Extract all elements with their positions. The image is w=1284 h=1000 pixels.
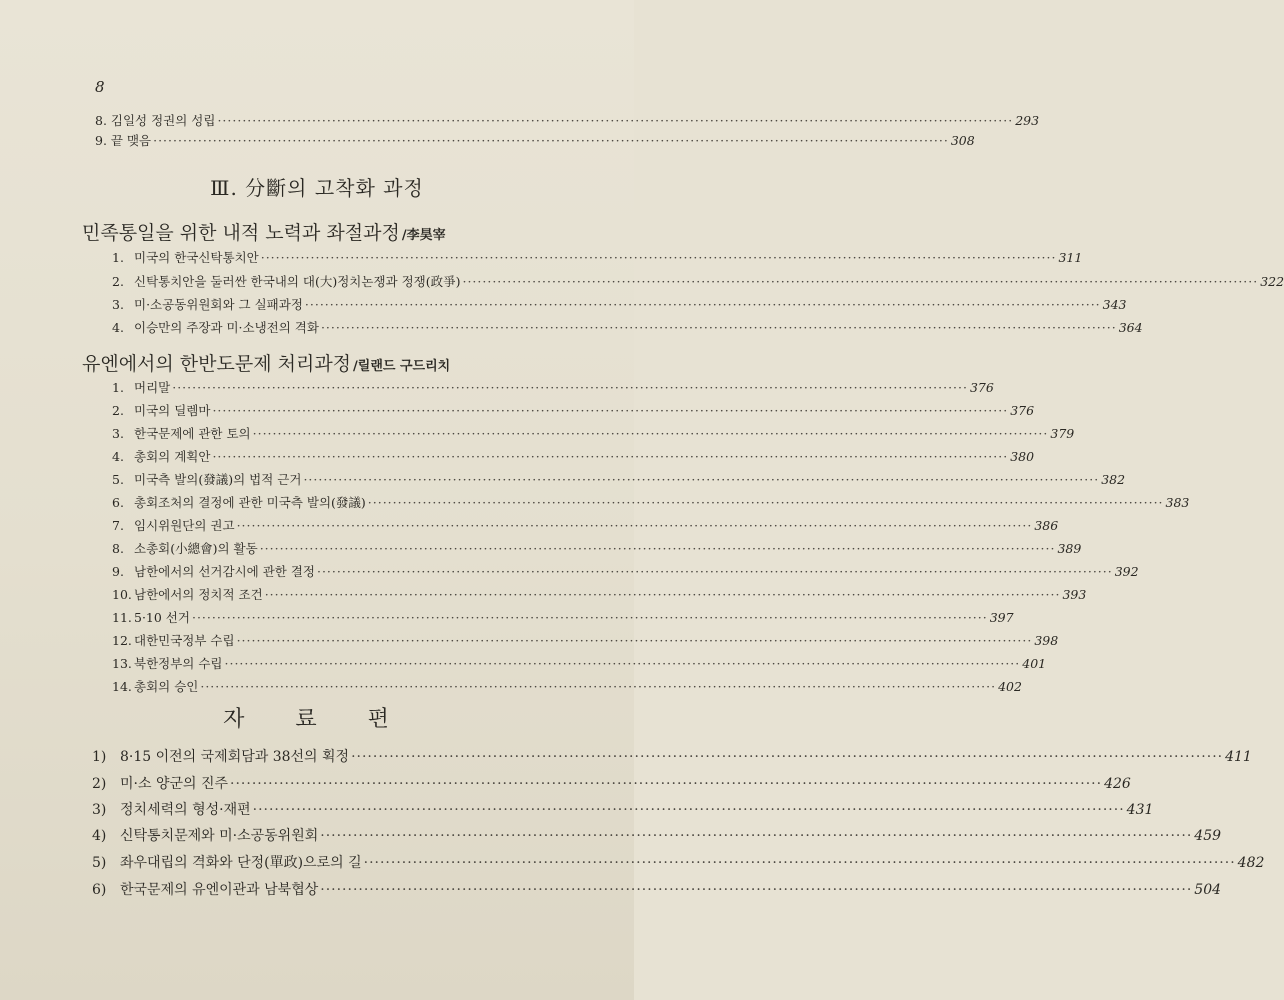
toc-entry-page: 393 — [1062, 587, 1087, 602]
leader-dots: ································································································································································ — [304, 297, 1101, 312]
toc-entry-page: 364 — [1118, 320, 1143, 335]
toc-entry — [112, 447, 1035, 465]
chapter-title — [82, 218, 446, 245]
toc-entry-label: 남한에서의 정치적 조건 — [134, 587, 263, 602]
toc-entry-label: 미·소 양군의 진주 — [120, 776, 229, 792]
toc-entry-number: 1) — [92, 749, 107, 765]
chapter-title-text: 유엔에서의 한반도문제 처리과정 — [82, 353, 352, 375]
toc-entry — [112, 585, 1087, 603]
toc-entry-label: 미·소공동위원회와 그 실패과정 — [134, 297, 303, 312]
toc-entry-number: 1. — [112, 380, 124, 395]
toc-entry — [112, 608, 1014, 626]
toc-entry-label: 총회의 승인 — [134, 679, 199, 694]
toc-entry-label: 임시위원단의 권고 — [134, 518, 235, 533]
leader-dots: ································································································································································ — [363, 855, 1236, 871]
toc-entry — [112, 318, 1143, 336]
toc-entry-number: 3. — [112, 297, 124, 312]
toc-entry-number: 5) — [92, 855, 107, 871]
toc-entry-number: 7. — [112, 518, 124, 533]
toc-entry-page: 504 — [1194, 882, 1222, 898]
toc-entry-label: 신탁통치문제와 미·소공동위원회 — [120, 828, 319, 844]
toc-entry — [112, 631, 1059, 649]
toc-entry-page: 392 — [1114, 564, 1139, 579]
toc-entry — [112, 470, 1126, 488]
toc-entry-number: 1. — [112, 250, 124, 265]
toc-entry-page: 308 — [950, 133, 975, 148]
leader-dots: ································································································································································ — [316, 564, 1113, 579]
toc-entry-number: 5. — [112, 472, 124, 487]
toc-entry — [112, 272, 1284, 290]
leader-dots: ································································································································································ — [462, 274, 1259, 289]
toc-entry — [112, 401, 1035, 419]
toc-entry-label: 신탁통치안을 둘러싼 한국내의 대(大)정치논쟁과 정쟁(政爭) — [134, 274, 461, 289]
toc-entry-page: 398 — [1034, 633, 1059, 648]
leader-dots: ································································································································································ — [252, 802, 1125, 818]
toc-entry-number: 4) — [92, 828, 107, 844]
chapter-title — [82, 349, 450, 376]
leader-dots: ································································································································································ — [320, 320, 1117, 335]
toc-entry-page: 383 — [1165, 495, 1190, 510]
leader-dots: ································································································································································ — [191, 610, 988, 625]
toc-entry-number: 3. — [112, 426, 124, 441]
toc-entry — [112, 539, 1082, 557]
toc-entry-label: 소총회(小總會)의 활동 — [134, 541, 258, 556]
toc-entry-page: 426 — [1104, 776, 1131, 792]
toc-entry-number: 11. — [112, 610, 132, 625]
toc-entry-page: 311 — [1058, 250, 1083, 265]
toc-entry-page: 389 — [1057, 541, 1082, 556]
leader-dots: ································································································································································ — [367, 495, 1164, 510]
toc-entry-page: 411 — [1225, 749, 1252, 765]
toc-entry-number: 12. — [112, 633, 132, 648]
toc-entry — [112, 378, 994, 396]
toc-entry-page: 401 — [1022, 656, 1047, 671]
toc-entry-page: 386 — [1034, 518, 1059, 533]
leader-dots: ································································································································································ — [236, 633, 1033, 648]
toc-entry — [92, 799, 1154, 819]
leader-dots: ································································································································································ — [153, 133, 949, 148]
toc-entry — [92, 746, 1252, 766]
toc-entry-label: 대한민국정부 수립 — [134, 633, 235, 648]
toc-entry-page: 380 — [1010, 449, 1035, 464]
leader-dots: ································································································································································ — [217, 113, 1014, 128]
toc-entry-label: 미국측 발의(發議)의 법적 근거 — [134, 472, 302, 487]
toc-entry — [112, 677, 1022, 695]
toc-entry-number: 13. — [112, 656, 132, 671]
toc-entry — [92, 825, 1222, 845]
toc-entry-label: 총회조처의 결정에 관한 미국측 발의(發議) — [134, 495, 366, 510]
toc-entry-page: 322 — [1260, 274, 1284, 289]
toc-entry-number: 2. — [112, 403, 124, 418]
toc-entry-label: 머리말 — [134, 380, 171, 395]
toc-entry-label: 남한에서의 선거감시에 관한 결정 — [134, 564, 315, 579]
toc-entry — [95, 131, 975, 149]
toc-entry-label: 8·15 이전의 국제회담과 38선의 획정 — [120, 749, 350, 765]
toc-entry-number: 3) — [92, 802, 107, 818]
toc-entry-label: 미국의 딜렘마 — [134, 403, 211, 418]
leader-dots: ································································································································································ — [252, 426, 1049, 441]
toc-entry-number: 14. — [112, 679, 132, 694]
toc-entry-number: 6) — [92, 882, 107, 898]
toc-entry — [112, 654, 1047, 672]
toc-entry-page: 382 — [1101, 472, 1126, 487]
toc-entry-label: 한국문제의 유엔이관과 남북협상 — [120, 882, 319, 898]
leader-dots: ································································································································································ — [224, 656, 1021, 671]
toc-entry-number: 2) — [92, 776, 107, 792]
toc-entry-label: 8. 김일성 정권의 성립 — [95, 113, 216, 128]
leader-dots: ································································································································································ — [264, 587, 1061, 602]
toc-entry-page: 402 — [998, 679, 1022, 694]
toc-entry-page: 376 — [969, 380, 994, 395]
toc-entry-label: 북한정부의 수립 — [134, 656, 223, 671]
toc-entry-number: 4. — [112, 449, 124, 464]
toc-entry-number: 4. — [112, 320, 124, 335]
toc-entry-label: 총회의 계획안 — [134, 449, 211, 464]
leader-dots: ································································································································································ — [351, 749, 1224, 765]
toc-entry-label: 5·10 선거 — [134, 610, 190, 625]
leader-dots: ································································································································································ — [303, 472, 1100, 487]
toc-entry — [112, 493, 1190, 511]
toc-entry — [92, 773, 1131, 793]
page-number: 8 — [95, 78, 105, 96]
appendix-title: 자 료 편 — [223, 707, 411, 732]
toc-entry — [112, 516, 1059, 534]
chapter-author: /릴랜드 구드리치 — [353, 359, 451, 374]
toc-entry-label: 한국문제에 관한 토의 — [134, 426, 251, 441]
toc-entry-page: 431 — [1126, 802, 1154, 818]
leader-dots: ································································································································································ — [260, 250, 1057, 265]
toc-entry — [112, 424, 1075, 442]
toc-entry-page: 293 — [1015, 113, 1040, 128]
toc-entry — [92, 879, 1222, 899]
leader-dots: ································································································································································ — [320, 882, 1193, 898]
toc-entry-page: 343 — [1102, 297, 1127, 312]
leader-dots: ································································································································································ — [236, 518, 1033, 533]
toc-entry — [112, 295, 1127, 313]
toc-entry-label: 좌우대립의 격화와 단정(單政)으로의 길 — [120, 855, 362, 871]
toc-entry-page: 482 — [1237, 855, 1265, 871]
toc-entry — [112, 562, 1139, 580]
toc-entry-label: 9. 끝 맺음 — [95, 133, 152, 148]
leader-dots: ································································································································································ — [212, 403, 1009, 418]
toc-entry-page: 379 — [1050, 426, 1075, 441]
toc-entry-page: 397 — [989, 610, 1014, 625]
toc-entry-label: 미국의 한국신탁통치안 — [134, 250, 259, 265]
toc-entry-number: 10. — [112, 587, 132, 602]
toc-entry — [92, 852, 1265, 872]
leader-dots: ································································································································································ — [259, 541, 1056, 556]
toc-entry — [112, 248, 1083, 266]
toc-entry-number: 2. — [112, 274, 124, 289]
toc-entry-page: 376 — [1010, 403, 1035, 418]
toc-entry — [95, 111, 1040, 129]
toc-entry-label: 이승만의 주장과 미·소냉전의 격화 — [134, 320, 319, 335]
leader-dots: ································································································································································ — [320, 828, 1193, 844]
toc-entry-page: 459 — [1194, 828, 1222, 844]
leader-dots: ································································································································································ — [212, 449, 1009, 464]
toc-entry-label: 정치세력의 형성·재편 — [120, 802, 251, 818]
toc-entry-number: 6. — [112, 495, 124, 510]
part-title: Ⅲ. 分斷의 고착화 과정 — [210, 176, 424, 200]
toc-entry-number: 8. — [112, 541, 124, 556]
chapter-author: /李昊宰 — [401, 228, 446, 243]
chapter-title-text: 민족통일을 위한 내적 노력과 좌절과정 — [82, 222, 400, 244]
leader-dots: ································································································································································ — [172, 380, 968, 395]
leader-dots: ································································································································································ — [200, 679, 997, 694]
toc-entry-number: 9. — [112, 564, 124, 579]
leader-dots: ································································································································································ — [230, 776, 1103, 792]
